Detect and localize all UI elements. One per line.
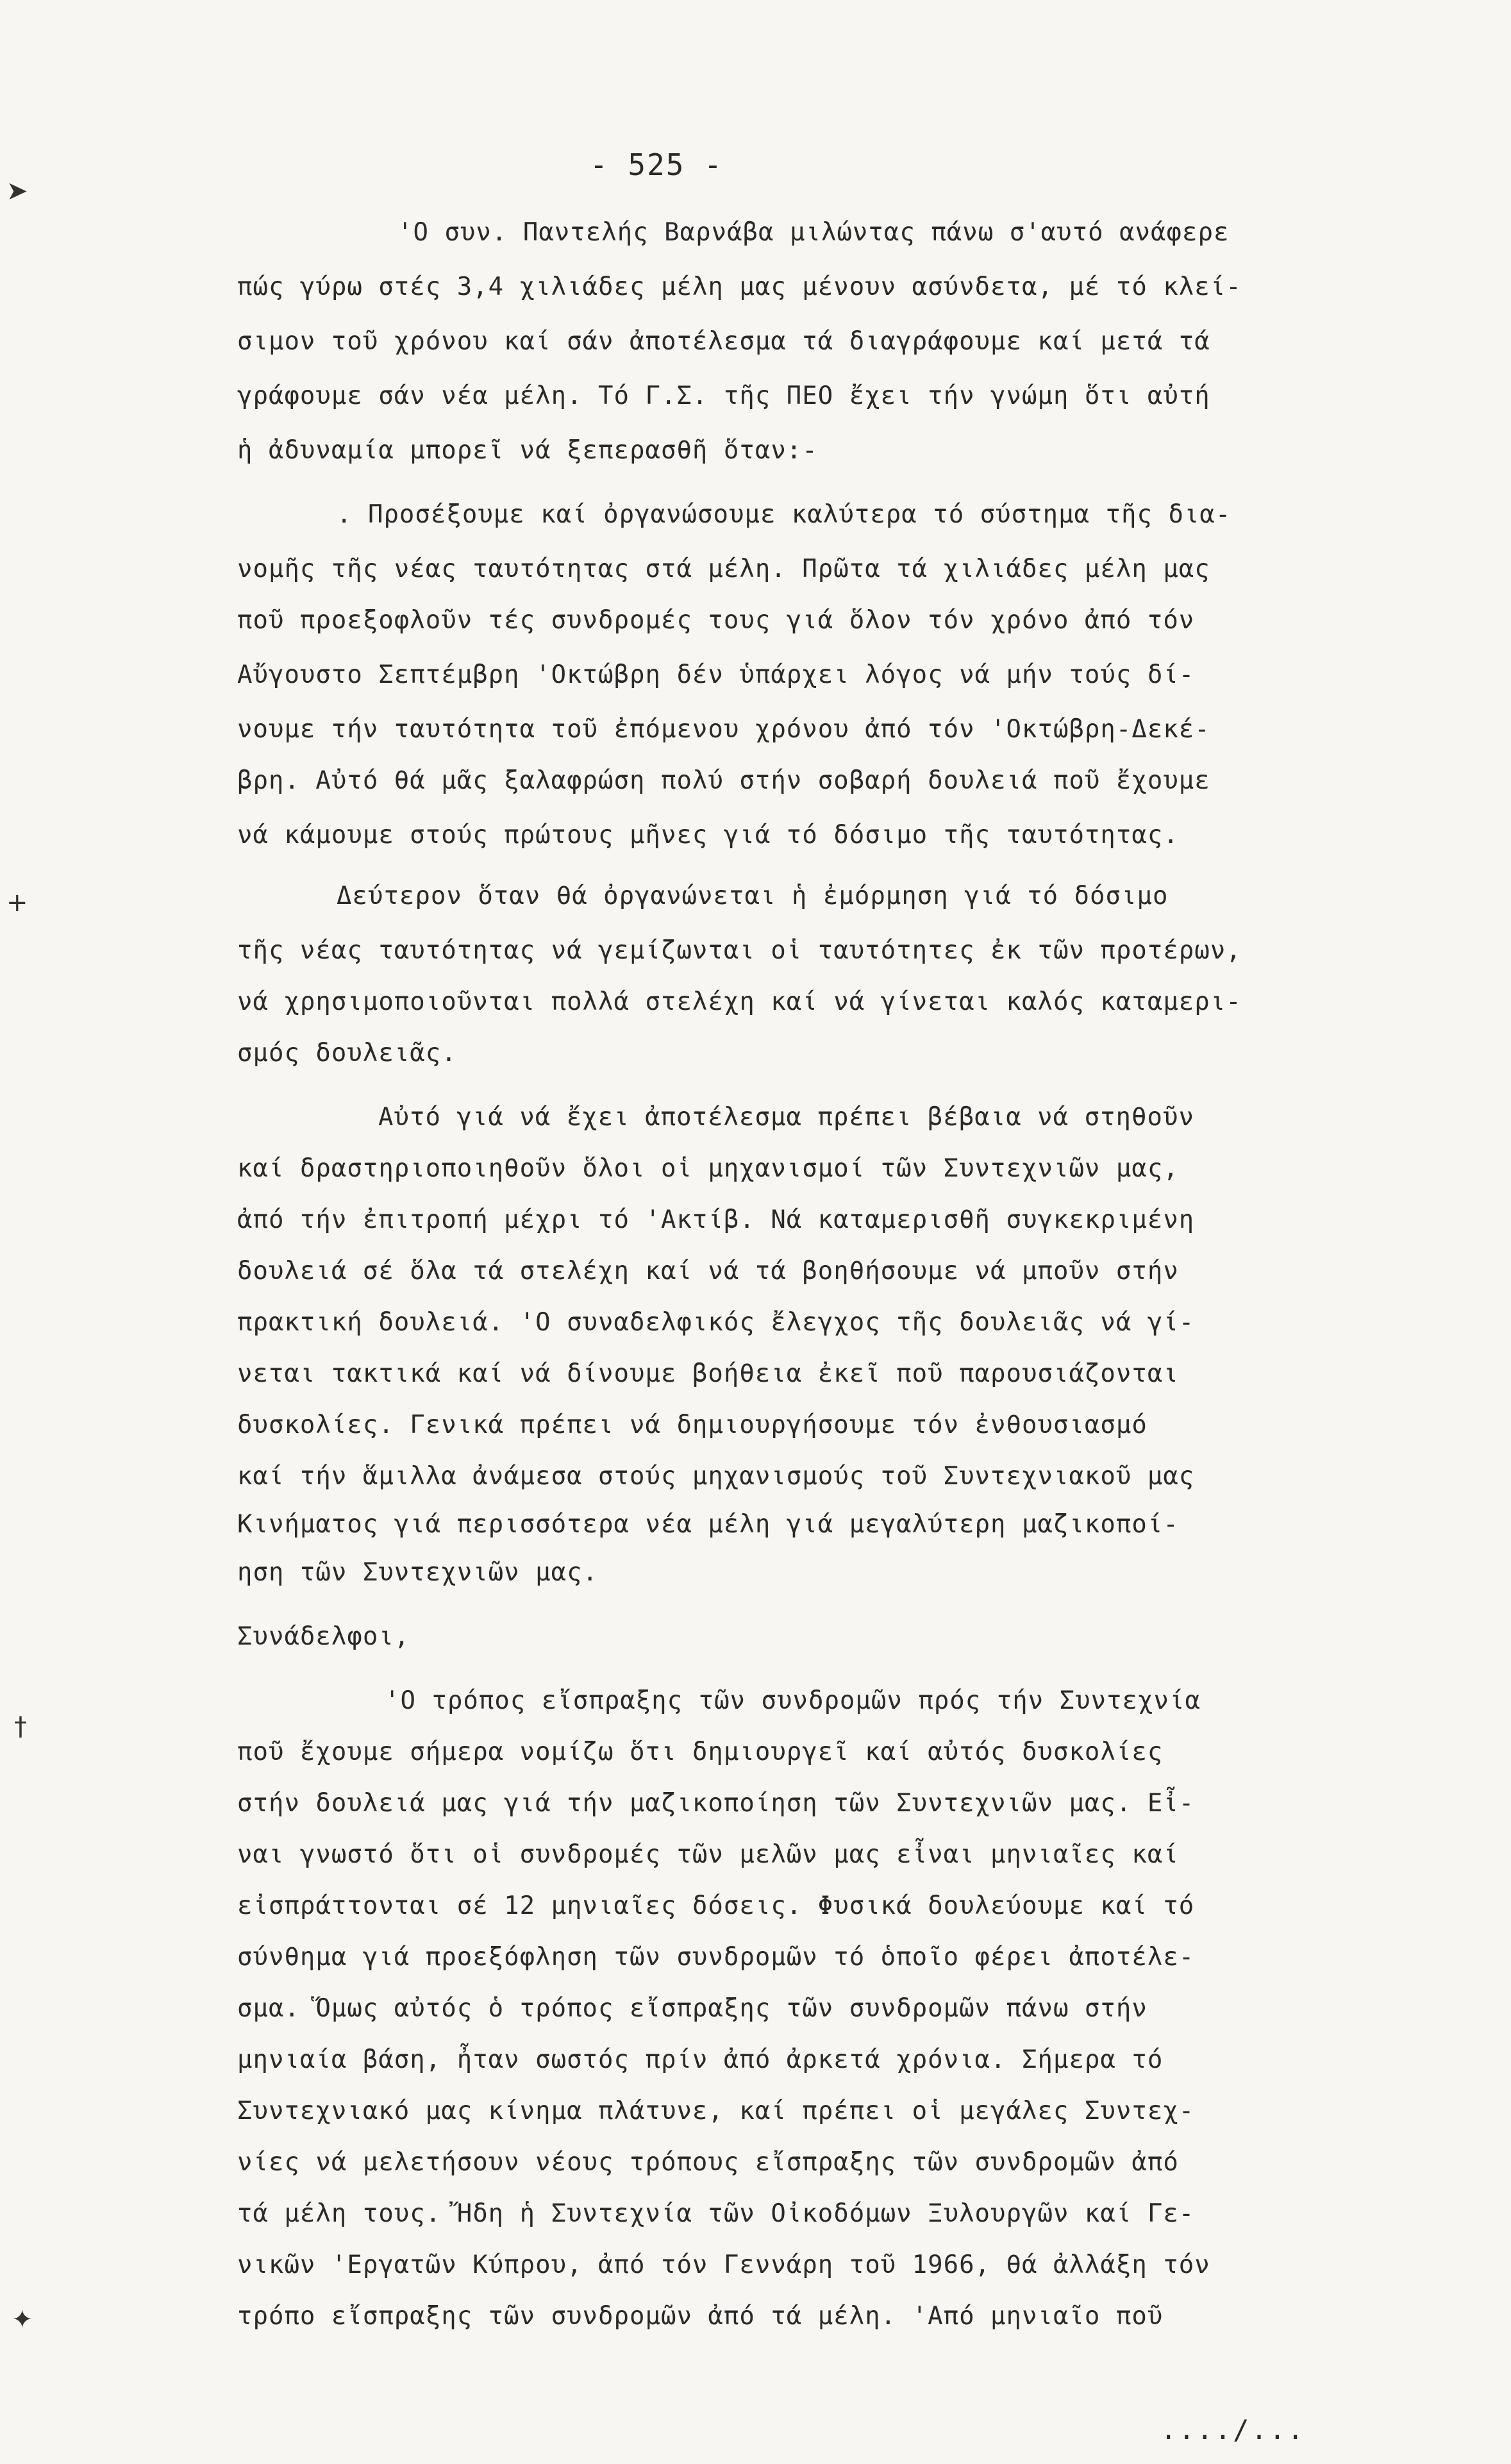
text-line: 'Ο τρόπος εἴσπραξης τῶν συνδρομῶν πρός τήν Συντεχνία xyxy=(385,1686,1201,1715)
text-line: πρακτική δουλειά. 'Ο συναδελφικός ἔλεγχος τῆς δουλειᾶς νά γί- xyxy=(237,1308,1195,1337)
text-line: σιμον τοῦ χρόνου καί σάν ἀποτέλεσμα τά διαγράφουμε καί μετά τά xyxy=(237,327,1210,356)
text-line: νά κάμουμε στούς πρώτους μῆνες γιά τό δόσιμο τῆς ταυτότητας. xyxy=(237,821,1179,850)
text-line: Αὔγουστο Σεπτέμβρη 'Οκτώβρη δέν ὑπάρχει λόγος νά μήν τούς δί- xyxy=(237,660,1195,689)
text-line: νομῆς τῆς νέας ταυτότητας στά μέλη. Πρῶτα τά χιλιάδες μέλη μας xyxy=(237,555,1210,583)
text-line: καί τήν ἅμιλλα ἀνάμεσα στούς μηχανισμούς τοῦ Συντεχνιακοῦ μας xyxy=(237,1462,1195,1491)
margin-cross-mark: + xyxy=(6,888,28,918)
text-line: νουμε τήν ταυτότητα τοῦ ἐπόμενου χρόνου ἀπό τόν 'Οκτώβρη-Δεκέ- xyxy=(237,715,1210,744)
text-line: Δεύτερον ὅταν θά ὀργανώνεται ἡ ἐμόρμηση γιά τό δόσιμο xyxy=(337,882,1169,910)
text-line: στήν δουλειά μας γιά τήν μαζικοποίηση τῶν Συντεχνιῶν μας. Εἶ- xyxy=(237,1789,1195,1818)
margin-arrow-mark: ➤ xyxy=(6,176,28,206)
text-line: τά μέλη τους. Ἤδη ἡ Συντεχνία τῶν Οἰκοδόμων Ξυλουργῶν καί Γε- xyxy=(237,2199,1195,2228)
text-line: Αὐτό γιά νά ἔχει ἀποτέλεσμα πρέπει βέβαια νά στηθοῦν xyxy=(378,1103,1194,1132)
text-line: νίες νά μελετήσουν νέους τρόπους εἴσπραξης τῶν συνδρομῶν ἀπό xyxy=(237,2148,1179,2177)
text-line: νά χρησιμοποιοῦνται πολλά στελέχη καί νά γίνεται καλός καταμερι- xyxy=(237,987,1242,1016)
salutation: Συνάδελφοι, xyxy=(237,1622,410,1651)
margin-cross-mark-2: ✦ xyxy=(12,2305,33,2334)
text-line: νεται τακτικά καί νά δίνουμε βοήθεια ἐκεῖ ποῦ παρουσιάζονται xyxy=(237,1359,1179,1388)
text-line: πώς γύρω στές 3,4 χιλιάδες μέλη μας μένουν ασύνδετα, μέ τό κλεί- xyxy=(237,272,1242,301)
text-line: βρη. Αὐτό θά μᾶς ξαλαφρώση πολύ στήν σοβαρή δουλειά ποῦ ἔχουμε xyxy=(237,766,1210,795)
text-line: γράφουμε σάν νέα μέλη. Τό Γ.Σ. τῆς ΠΕΟ ἔχει τήν γνώμη ὅτι αὐτή xyxy=(237,381,1210,410)
text-line: ηση τῶν Συντεχνιῶν μας. xyxy=(237,1558,599,1587)
text-line: σμός δουλειᾶς. xyxy=(237,1039,457,1068)
text-line: Συντεχνιακό μας κίνημα πλάτυνε, καί πρέπει οἱ μεγάλες Συντεχ- xyxy=(237,2097,1195,2125)
margin-dagger-mark: † xyxy=(14,1712,27,1741)
text-line: τρόπο εἴσπραξης τῶν συνδρομῶν ἀπό τά μέλη. 'Από μηνιαῖο ποῦ xyxy=(237,2302,1164,2331)
text-line: ἡ ἀδυναμία μπορεῖ νά ξεπερασθῆ ὅταν:- xyxy=(237,436,818,465)
text-line: τῆς νέας ταυτότητας νά γεμίζωνται οἱ ταυτότητες ἐκ τῶν προτέρων, xyxy=(237,936,1242,965)
text-line: καί δραστηριοποιηθοῦν ὅλοι οἱ μηχανισμοί τῶν Συντεχνιῶν μας, xyxy=(237,1154,1179,1183)
text-line: δουλειά σέ ὅλα τά στελέχη καί νά τά βοηθήσουμε νά μποῦν στήν xyxy=(237,1257,1179,1286)
text-line: ποῦ προεξοφλοῦν τές συνδρομές τους γιά ὅλον τόν χρόνο ἀπό τόν xyxy=(237,606,1195,635)
text-line: 'Ο συν. Παντελής Βαρνάβα μιλώντας πάνω σ'αυτό ανάφερε xyxy=(397,218,1230,247)
text-line: εἰσπράττονται σέ 12 μηνιαῖες δόσεις. Φυσικά δουλεύουμε καί τό xyxy=(237,1891,1195,1920)
text-line: σμα. Ὅμως αὐτός ὁ τρόπος εἴσπραξης τῶν συνδρομῶν πάνω στήν xyxy=(237,1994,1148,2023)
text-line: . Προσέξουμε καί ὀργανώσουμε καλύτερα τό σύστημα τῆς δια- xyxy=(337,500,1231,529)
text-line: νικῶν 'Εργατῶν Κύπρου, ἀπό τόν Γεννάρη τοῦ 1966, θά ἀλλάξη τόν xyxy=(237,2250,1210,2279)
text-line: σύνθημα γιά προεξόφληση τῶν συνδρομῶν τό ὁποῖο φέρει ἀποτέλε- xyxy=(237,1943,1195,1972)
text-line: ποῦ ἔχουμε σήμερα νομίζω ὅτι δημιουργεῖ καί αὐτός δυσκολίες xyxy=(237,1738,1164,1766)
text-line: ἀπό τήν ἐπιτροπή μέχρι τό 'Ακτίβ. Νά καταμερισθῆ συγκεκριμένη xyxy=(237,1205,1195,1234)
text-line: Κινήματος γιά περισσότερα νέα μέλη γιά μεγαλύτερη μαζικοποί- xyxy=(237,1510,1179,1539)
page-number: - 525 - xyxy=(590,147,723,182)
text-line: ναι γνωστό ὅτι οἱ συνδρομές τῶν μελῶν μας εἶναι μηνιαῖες καί xyxy=(237,1840,1179,1869)
text-line: δυσκολίες. Γενικά πρέπει νά δημιουργήσουμε τόν ἐνθουσιασμό xyxy=(237,1411,1148,1439)
text-line: μηνιαία βάση, ἦταν σωστός πρίν ἀπό ἀρκετά χρόνια. Σήμερα τό xyxy=(237,2045,1164,2074)
continuation-marker: ..../... xyxy=(1160,2414,1306,2445)
